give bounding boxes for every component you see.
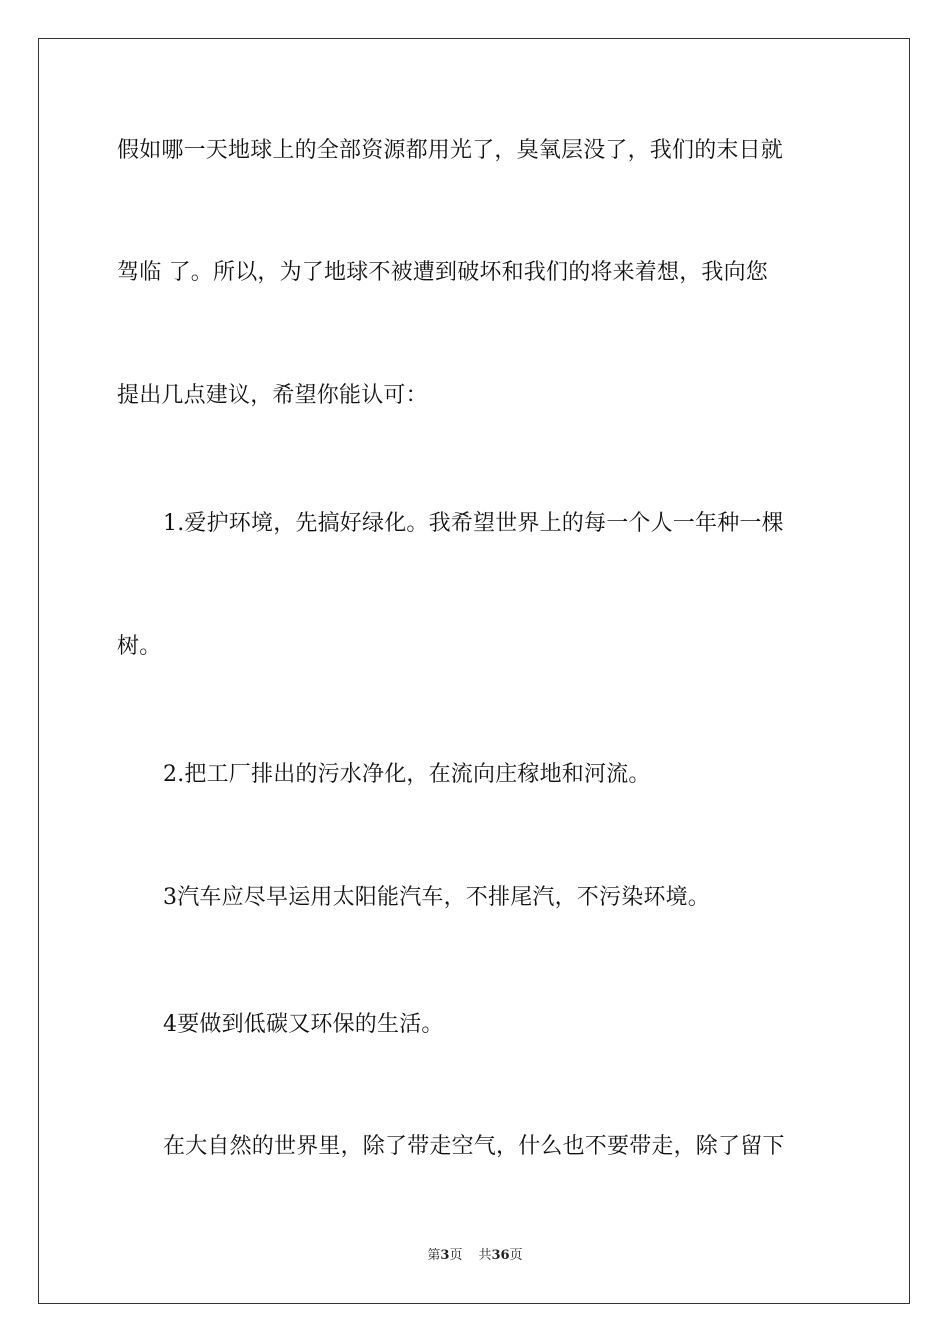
total-prefix: 共	[478, 1248, 492, 1263]
closing-paragraph-line: 在大自然的世界里，除了带走空气，什么也不要带走，除了留下	[163, 1134, 785, 1159]
total-page-count: 36	[491, 1248, 510, 1263]
list-item-3: 3汽车应尽早运用太阳能汽车，不排尾汽，不污染环境。	[163, 885, 710, 910]
page-footer	[0, 1247, 950, 1265]
total-suffix: 页	[509, 1248, 523, 1263]
list-item-2: 2.把工厂排出的污水净化，在流向庄稼地和河流。	[163, 762, 651, 787]
page-border	[38, 38, 910, 1304]
paragraph-line: 驾临 了。所以，为了地球不被遭到破坏和我们的将来着想，我向您	[117, 260, 768, 285]
page-suffix: 页	[449, 1248, 463, 1263]
list-item-1-continuation: 树。	[117, 634, 162, 659]
current-page-number: 3	[440, 1248, 450, 1263]
list-item-4: 4要做到低碳又环保的生活。	[163, 1012, 444, 1037]
paragraph-line: 假如哪一天地球上的全部资源都用光了，臭氧层没了，我们的末日就	[117, 138, 784, 163]
paragraph-line: 提出几点建议，希望你能认可：	[117, 383, 428, 408]
list-item-1: 1.爱护环境，先搞好绿化。我希望世界上的每一个人一年种一棵	[163, 511, 784, 536]
page-prefix: 第	[427, 1248, 441, 1263]
